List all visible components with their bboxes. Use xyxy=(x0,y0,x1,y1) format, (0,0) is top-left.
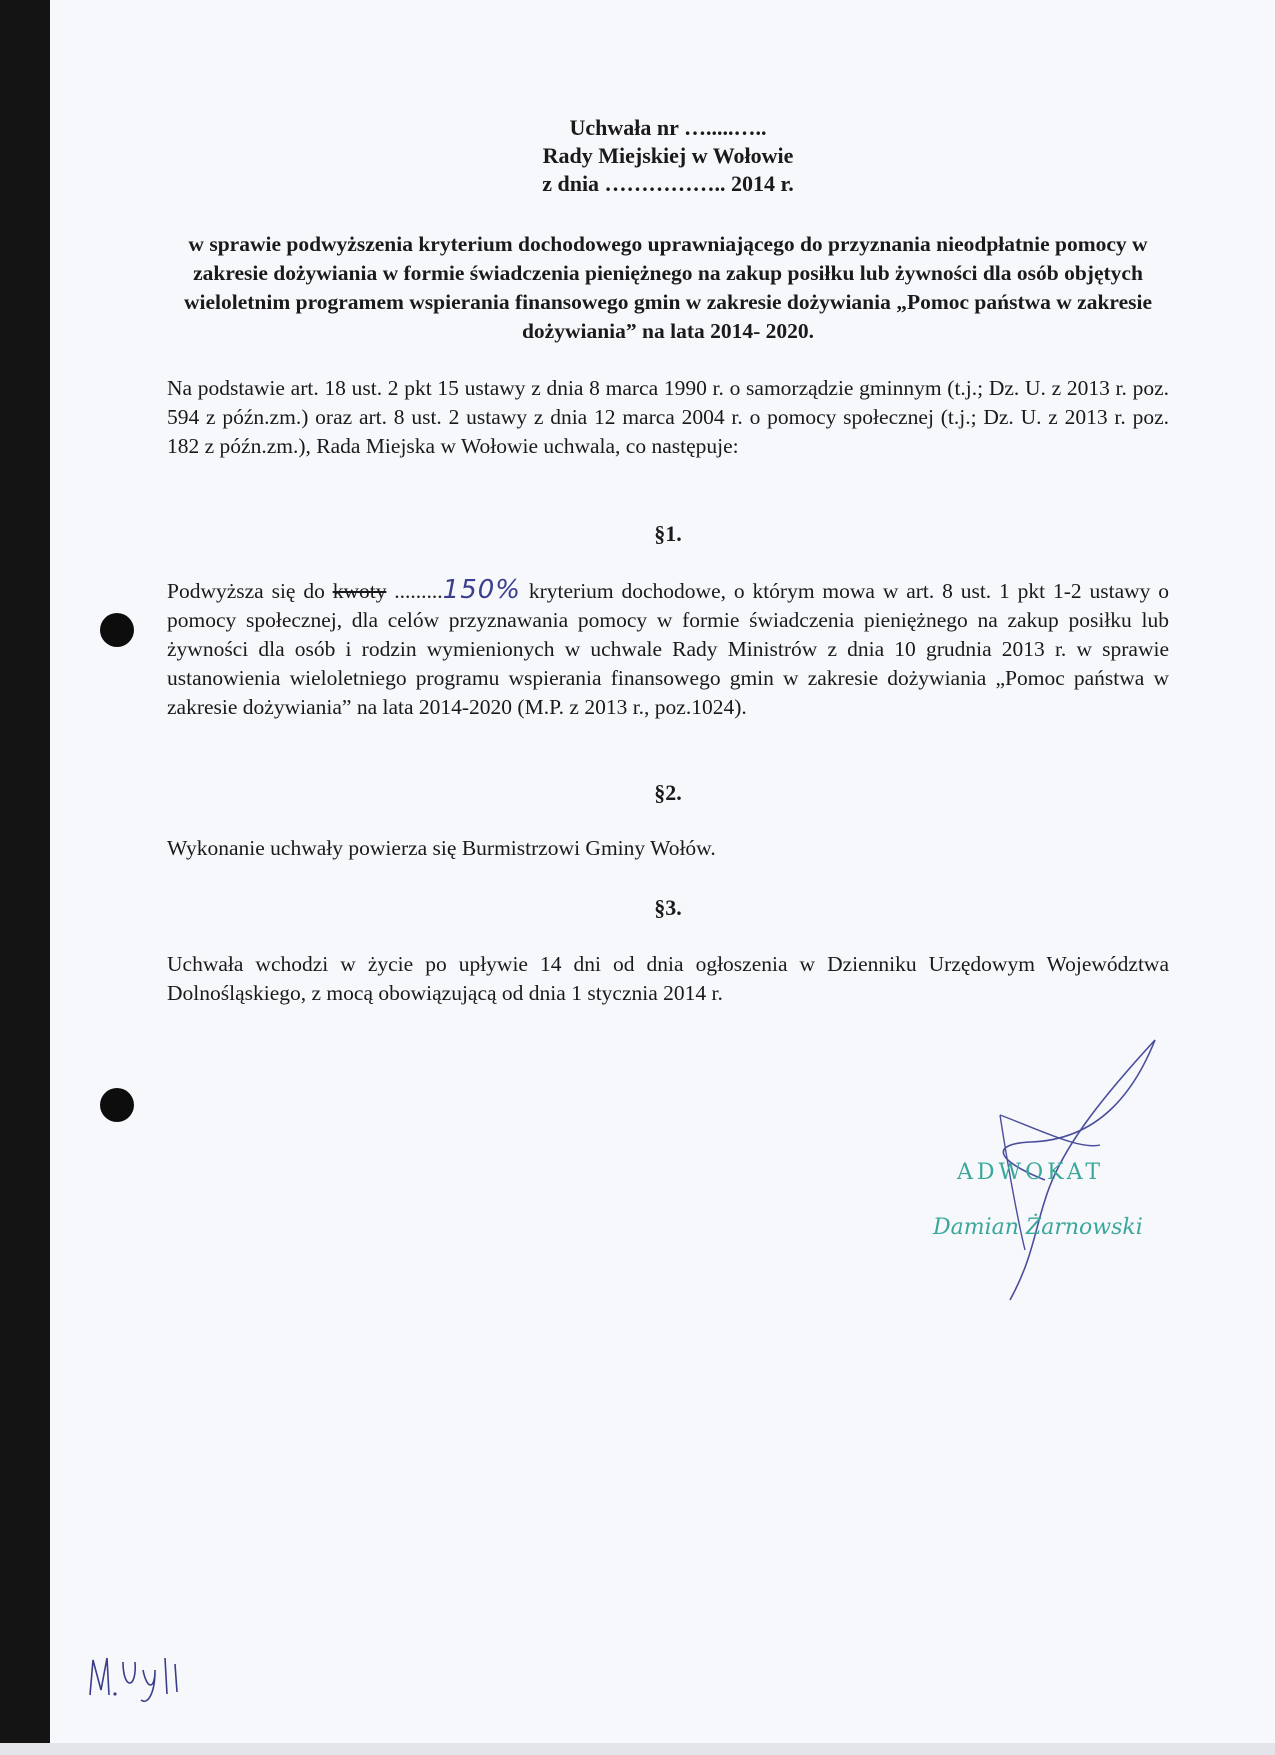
preamble: Na podstawie art. 18 ust. 2 pkt 15 ustawy z dnia 8 marca 1990 r. o samorządzie gminnym (t.j.; Dz. U. z 2013 r. poz. 594 z późn.zm.) oraz art. 8 ust. 2 ustawy z dnia 12 marca 2004 r. o pomocy społecznej (t.j.; Dz. U. z 2013 r. poz. 182 z późn.zm.), Rada Miejska w Wołowie uchwala, co następuje: xyxy=(167,376,1169,458)
resolution-subject: w sprawie podwyższenia kryterium dochodowego uprawniającego do przyznania nieodpłatnie pomocy w zakresie dożywiania w formie świadczenia pieniężnego na zakup posiłku lub żywności dla osób objętych wieloletnim programem wspierania finansowego gmin w zakresie dożywiania „Pomoc państwa w zakresie dożywiania” na lata 2014- 2020. xyxy=(183,232,1153,343)
council-name: Rady Miejskiej w Wołowie xyxy=(542,143,794,168)
punch-hole-top xyxy=(100,613,134,647)
stamp-name: Damian Żarnowski xyxy=(933,1215,1143,1240)
section-2-text: Wykonanie uchwały powierza się Burmistrzowi Gminy Wołów. xyxy=(167,836,716,860)
section-1-text-before: Podwyższa się do xyxy=(167,579,333,603)
section-1-text xyxy=(167,576,1169,722)
section-3-text: Uchwała wchodzi w życie po upływie 14 dni od dnia ogłoszenia w Dzienniku Urzędowym Województwa Dolnośląskiego, z mocą obowiązującą od dnia 1 stycznia 2014 r. xyxy=(167,952,1169,1005)
blank-dots: ......... xyxy=(386,579,443,603)
resolution-number: Uchwała nr ….....….. xyxy=(569,115,767,140)
section-1-text-after: kryterium dochodowe, o którym mowa w art. 8 ust. 1 pkt 1-2 ustawy o pomocy społecznej, dla celów przyznawania pomocy w formie świadczenia pieniężnego na zakup posiłku lub żywności dla osób i rodzin wymienionych w uchwale Rady Ministrów z dnia 10 grudnia 2013 r. w sprawie ustanowienia wieloletniego programu wspierania finansowego gmin w zakresie dożywiania „Pomoc państwa w zakresie dożywiania” na lata 2014-2020 (M.P. z 2013 r., poz.1024). xyxy=(167,579,1169,719)
scan-dark-edge xyxy=(0,0,50,1755)
resolution-date: z dnia …………….. 2014 r. xyxy=(542,171,794,196)
stamp-title: ADWOKAT xyxy=(957,1160,1105,1185)
scan-bottom-edge xyxy=(0,1743,1275,1755)
punch-hole-bottom xyxy=(100,1088,134,1122)
handwritten-percentage: 150% xyxy=(442,575,522,605)
section-3-heading: §3. xyxy=(654,895,682,920)
handwritten-initials xyxy=(85,1650,195,1710)
section-2-heading: §2. xyxy=(654,780,682,805)
resolution-header xyxy=(167,114,1169,198)
struck-word: kwoty xyxy=(332,579,387,603)
section-1-heading: §1. xyxy=(654,521,682,546)
